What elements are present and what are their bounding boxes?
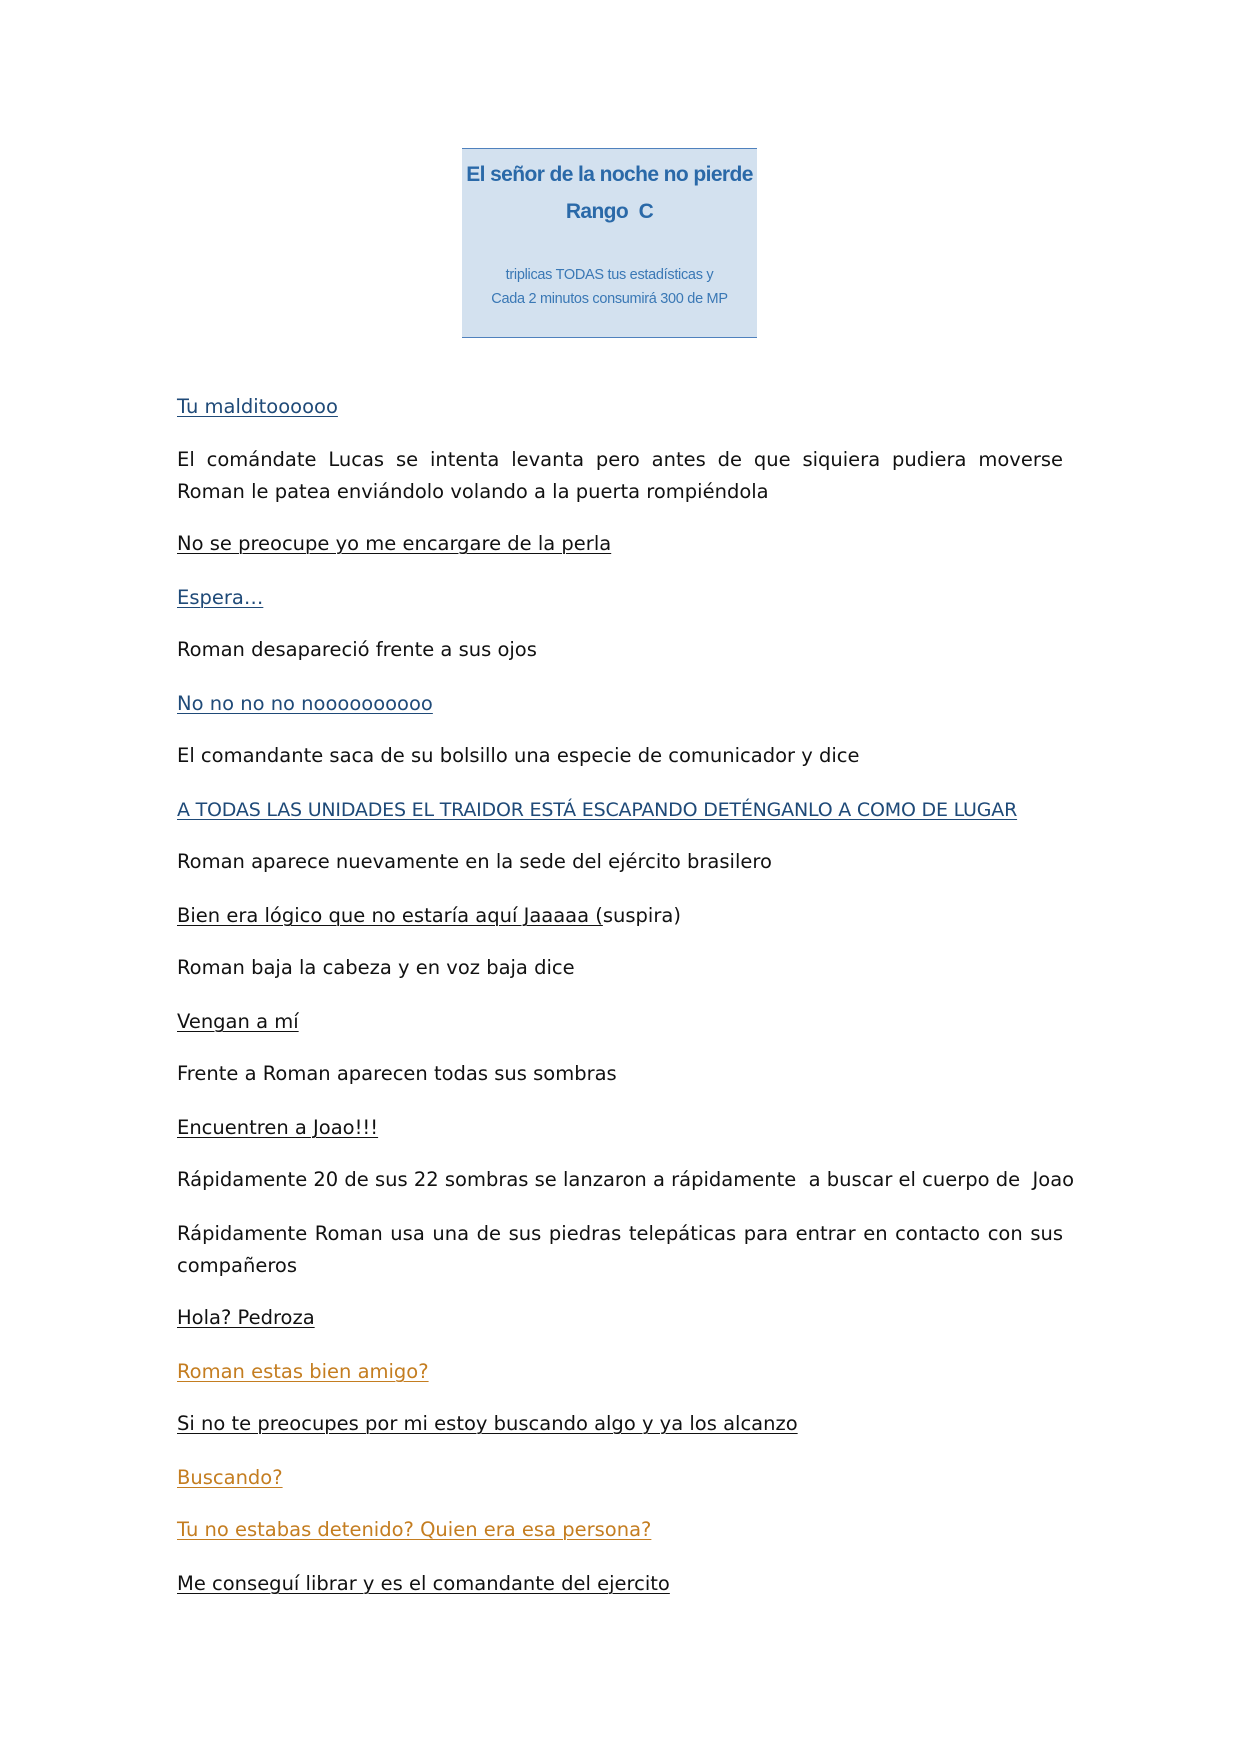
narration-paragraph: Roman baja la cabeza y en voz baja dice bbox=[177, 956, 575, 979]
dialogue-line: Vengan a mí bbox=[177, 1010, 299, 1033]
narration-paragraph: Frente a Roman aparecen todas sus sombras bbox=[177, 1062, 617, 1085]
dialogue-line: Encuentren a Joao!!! bbox=[177, 1116, 379, 1139]
skill-desc-line2: Cada 2 minutos consumirá 300 de MP bbox=[491, 291, 728, 307]
dialogue-aside: suspira) bbox=[602, 904, 681, 927]
narration-paragraph: El comandante saca de su bolsillo una especie de comunicador y dice bbox=[177, 744, 860, 767]
dialogue-line: Espera… bbox=[177, 586, 264, 609]
skill-title-line1: El señor de la noche no pierde bbox=[466, 163, 753, 186]
dialogue-line: Tu no estabas detenido? Quien era esa persona? bbox=[177, 1518, 652, 1541]
narration-paragraph: Roman aparece nuevamente en la sede del ejército brasilero bbox=[177, 850, 772, 873]
skill-title bbox=[462, 156, 757, 230]
skill-desc-line1: triplicas TODAS tus estadísticas y bbox=[505, 267, 714, 283]
skill-description bbox=[462, 263, 757, 311]
dialogue-line: Hola? Pedroza bbox=[177, 1306, 315, 1329]
dialogue-line bbox=[177, 900, 1063, 932]
dialogue-line: A TODAS LAS UNIDADES EL TRAIDOR ESTÁ ESCAPANDO DETÉNGANLO A COMO DE LUGAR bbox=[177, 799, 1018, 821]
narration-paragraph: Rápidamente Roman usa una de sus piedras telepáticas para entrar en contacto con sus compañeros bbox=[177, 1222, 1063, 1277]
dialogue-line: No se preocupe yo me encargare de la perla bbox=[177, 532, 612, 555]
dialogue-line: Buscando? bbox=[177, 1466, 283, 1489]
dialogue-line: Tu malditoooooo bbox=[177, 395, 338, 418]
narration-paragraph: El comándate Lucas se intenta levanta pero antes de que siquiera pudiera moverse Roman le patea enviándolo volando a la puerta rompiéndola bbox=[177, 448, 1063, 503]
dialogue-line: Si no te preocupes por mi estoy buscando algo y ya los alcanzo bbox=[177, 1412, 798, 1435]
skill-box bbox=[462, 148, 757, 338]
dialogue-text: Bien era lógico que no estaría aquí Jaaaaa ( bbox=[177, 904, 603, 927]
narration-paragraph: Rápidamente 20 de sus 22 sombras se lanzaron a rápidamente a buscar el cuerpo de Joao bbox=[177, 1168, 1075, 1191]
dialogue-line: Roman estas bien amigo? bbox=[177, 1360, 429, 1383]
dialogue-line: Me conseguí librar y es el comandante del ejercito bbox=[177, 1572, 670, 1595]
narration-paragraph: Roman desapareció frente a sus ojos bbox=[177, 638, 537, 661]
dialogue-line: No no no no noooooooooo bbox=[177, 692, 433, 715]
skill-rank: Rango C bbox=[565, 200, 654, 223]
